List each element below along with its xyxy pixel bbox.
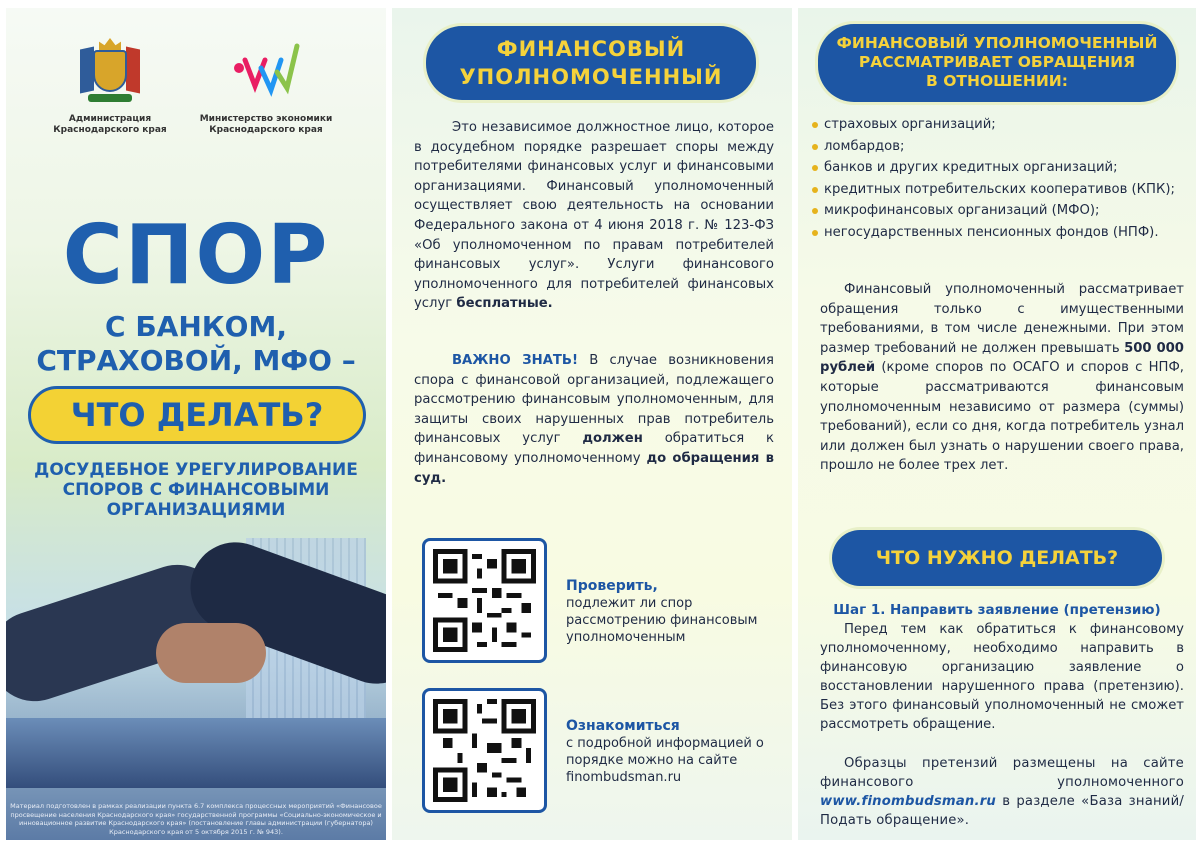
header-line-2: УПОЛНОМОЧЕННЫЙ — [459, 65, 723, 89]
list-item: негосударственных пенсионных фондов (НПФ). — [810, 222, 1190, 244]
cover-footnote: Материал подготовлен в рамках реализации пункта 6.7 комплекса процессных мероприятий «Финансовое просвещение населения Краснодарского края» государственной программы «Социально-экономическое и инновационное развитие Краснодарского края» (постановление главы администрации (губернатора) Краснодарского края от 5 октября 2015 г. № 943). — [10, 802, 382, 836]
qr-code-check[interactable] — [422, 538, 547, 663]
samples-text-2: в разделе «База знаний/Подать обращение». — [820, 794, 1184, 828]
qr-info-title: Ознакомиться — [566, 718, 680, 734]
finombudsman-link[interactable]: www.finombudsman.ru — [820, 794, 997, 809]
qr-code-info[interactable] — [422, 688, 547, 813]
qr-code-icon — [433, 699, 536, 802]
list-item: кредитных потребительских кооперативов (КПК); — [810, 179, 1190, 201]
qr-check-description: подлежит ли спор рассмотрению финансовым уполномоченным — [566, 596, 758, 645]
claims-limit: 500 000 рублей — [820, 340, 1184, 376]
scope-header — [818, 24, 1176, 102]
what-to-do-header: ЧТО НУЖНО ДЕЛАТЬ? — [832, 530, 1162, 586]
claims-text-1: Финансовый уполномоченный рассматривает обращения только с имущественными требованиями, в том числе денежными. При этом размер требований не должен превышать — [820, 282, 1184, 356]
cover-panel — [6, 8, 386, 840]
pretrial-line-2: СПОРОВ С ФИНАНСОВЫМИ — [62, 480, 330, 500]
pretrial-line-1: ДОСУДЕБНОЕ УРЕГУЛИРОВАНИЕ — [34, 460, 358, 480]
krasnodar-admin-logo — [30, 38, 190, 136]
logo-right-caption: Министерство экономики Краснодарского края — [199, 114, 333, 135]
ministry-economy-logo — [186, 38, 346, 136]
scope-panel — [798, 8, 1196, 840]
scope-header-line-2: РАССМАТРИВАЕТ ОБРАЩЕНИЯ — [858, 53, 1136, 71]
what-to-do-banner: ЧТО ДЕЛАТЬ? — [28, 386, 366, 444]
samples-paragraph — [820, 754, 1184, 830]
qr-code-icon — [433, 549, 536, 652]
subtitle-line-1: С БАНКОМ, — [105, 310, 287, 343]
free-of-charge-text: бесплатные. — [456, 296, 553, 312]
important-text-1: В случае возникновения спора с финансовой организацией, подлежащего рассмотрению финансовым уполномоченным, для защиты своих нарушенных прав потребитель финансовых услуг — [414, 353, 774, 447]
qr-info-block — [422, 688, 767, 813]
step1-title: Шаг 1. Направить заявление (претензию) — [833, 602, 1161, 618]
ombudsman-description — [414, 118, 774, 314]
qr-check-text — [566, 578, 766, 646]
subtitle-line-2: СТРАХОВОЙ, МФО – — [36, 344, 356, 377]
list-item: банков и других кредитных организаций; — [810, 157, 1190, 179]
coat-of-arms-icon — [80, 38, 140, 108]
ombudsman-header — [426, 26, 756, 100]
handshake-photo — [6, 528, 386, 788]
qr-info-description: с подробной информацией о порядке можно на сайте finombudsman.ru — [566, 736, 764, 785]
must-text: должен — [582, 431, 643, 447]
qr-check-title: Проверить, — [566, 578, 658, 594]
cover-title: СПОР — [62, 208, 330, 303]
scope-header-line-1: ФИНАНСОВЫЙ УПОЛНОМОЧЕННЫЙ — [836, 34, 1158, 52]
logo-left-caption: Администрация Краснодарского края — [53, 114, 167, 135]
claims-paragraph — [820, 280, 1184, 476]
important-paragraph — [414, 351, 774, 488]
pretrial-line-3: ОРГАНИЗАЦИЯМИ — [106, 500, 286, 520]
qr-check-block — [422, 538, 767, 663]
description-text: Это независимое должностное лицо, которое в досудебном порядке разрешает споры между потребителями финансовых услуг и финансовыми организациями. Финансовый уполномоченный осуществляет свою деятельность на основании Федерального закона от 4 июня 2018 г. № 123-ФЗ «Об уполномоченном по правам потребителей финансовых услуг». Услуги финансового уполномоченного для потребителей финансовых услуг — [414, 120, 774, 312]
ministry-logo-icon — [231, 38, 301, 108]
claims-text-2: (кроме споров по ОСАГО и споров с НПФ, которые рассматриваются финансовым уполномоченным независимо от размера (суммы) требований), если со дня, когда потребитель узнал или должен был узнать о нарушении своего права, прошло не более трех лет. — [820, 360, 1184, 474]
qr-info-text — [566, 718, 766, 786]
header-line-1: ФИНАНСОВЫЙ — [496, 37, 686, 61]
list-item: страховых организаций; — [810, 114, 1190, 136]
important-label: ВАЖНО ЗНАТЬ! — [452, 353, 578, 368]
scope-header-line-3: В ОТНОШЕНИИ: — [926, 72, 1068, 90]
list-item: ломбардов; — [810, 136, 1190, 158]
pretrial-heading — [6, 460, 386, 520]
important-text-2: обратиться к финансовому уполномоченному — [414, 431, 774, 466]
cover-subtitle — [6, 310, 386, 378]
samples-text-1: Образцы претензий размещены на сайте финансового уполномоченного — [820, 756, 1184, 790]
logos-row — [6, 38, 386, 158]
organizations-list — [810, 114, 1190, 243]
list-item: микрофинансовых организаций (МФО); — [810, 200, 1190, 222]
handshake-icon — [156, 623, 266, 683]
step1-text: Перед тем как обратиться к финансовому уполномоченному, необходимо направить в финансовую организацию заявление о восстановлении нарушенного права (претензию). Без этого финансовый уполномоченный не сможет рассмотреть обращение. — [820, 622, 1184, 732]
ombudsman-panel — [392, 8, 792, 840]
before-court-text: до обращения в суд. — [414, 450, 774, 486]
